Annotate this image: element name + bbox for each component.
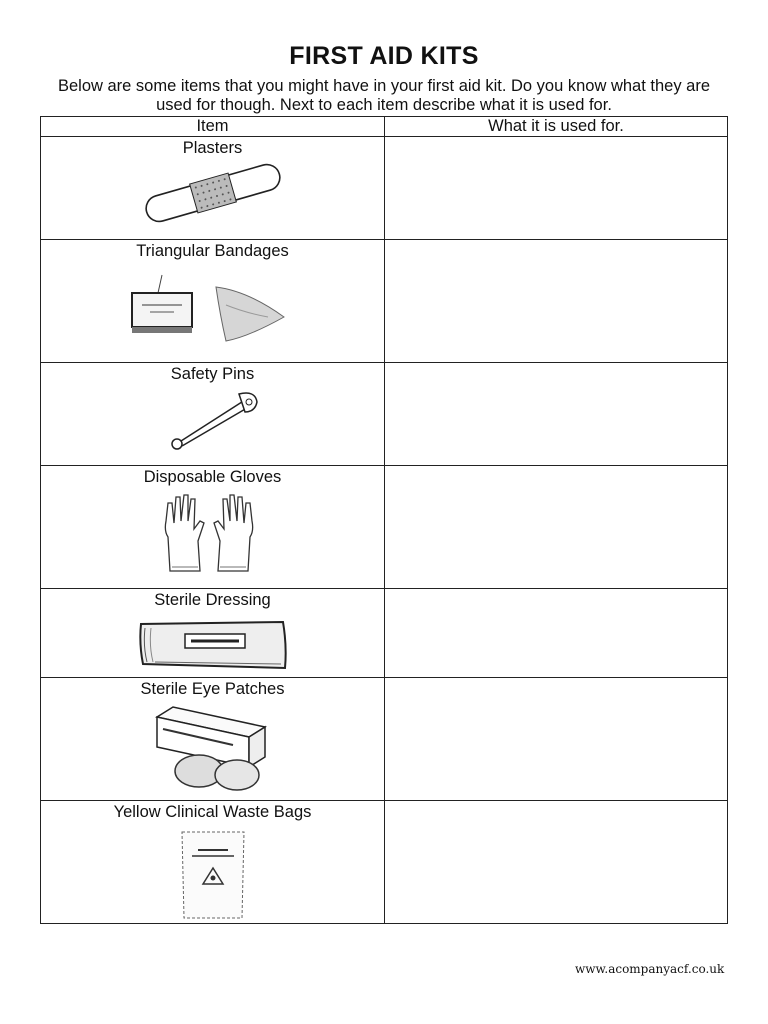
answer-cell[interactable] — [385, 801, 728, 924]
table-row — [41, 240, 728, 363]
safety-pin-icon — [163, 388, 263, 454]
disposable-gloves-icon — [158, 491, 268, 581]
item-label: Sterile Dressing — [154, 591, 271, 609]
page-title: FIRST AID KITS — [289, 42, 479, 70]
header-item: Item — [41, 117, 385, 137]
answer-cell[interactable] — [385, 589, 728, 678]
footer-url: www.acompanyacf.co.uk — [575, 962, 725, 976]
plaster-icon — [138, 162, 288, 224]
item-cell — [41, 137, 385, 240]
intro-text: Below are some items that you might have in your first aid kit. Do you know what they are used for though. Next to each item describe what it is used for. — [57, 77, 711, 114]
item-label: Plasters — [182, 139, 243, 157]
answer-cell[interactable] — [385, 137, 728, 240]
clinical-waste-bag-icon — [178, 826, 248, 922]
item-label: Triangular Bandages — [136, 242, 289, 260]
table-row — [41, 137, 728, 240]
sterile-dressing-icon — [135, 614, 291, 674]
table-header-row — [41, 117, 728, 137]
item-cell — [41, 589, 385, 678]
item-label: Sterile Eye Patches — [140, 680, 285, 698]
table-row — [41, 801, 728, 924]
table-row — [41, 466, 728, 589]
triangular-bandage-icon — [128, 265, 298, 345]
item-label: Yellow Clinical Waste Bags — [113, 803, 312, 821]
item-label: Safety Pins — [170, 365, 255, 383]
item-cell — [41, 678, 385, 801]
table-row — [41, 678, 728, 801]
header-used-for: What it is used for. — [385, 117, 728, 137]
item-label: Disposable Gloves — [143, 468, 282, 486]
answer-cell[interactable] — [385, 678, 728, 801]
answer-cell[interactable] — [385, 240, 728, 363]
first-aid-table — [40, 116, 728, 924]
item-cell — [41, 363, 385, 466]
item-cell — [41, 801, 385, 924]
table-row — [41, 589, 728, 678]
item-cell — [41, 466, 385, 589]
table-row — [41, 363, 728, 466]
answer-cell[interactable] — [385, 363, 728, 466]
item-cell — [41, 240, 385, 363]
eye-patches-icon — [153, 703, 273, 791]
answer-cell[interactable] — [385, 466, 728, 589]
